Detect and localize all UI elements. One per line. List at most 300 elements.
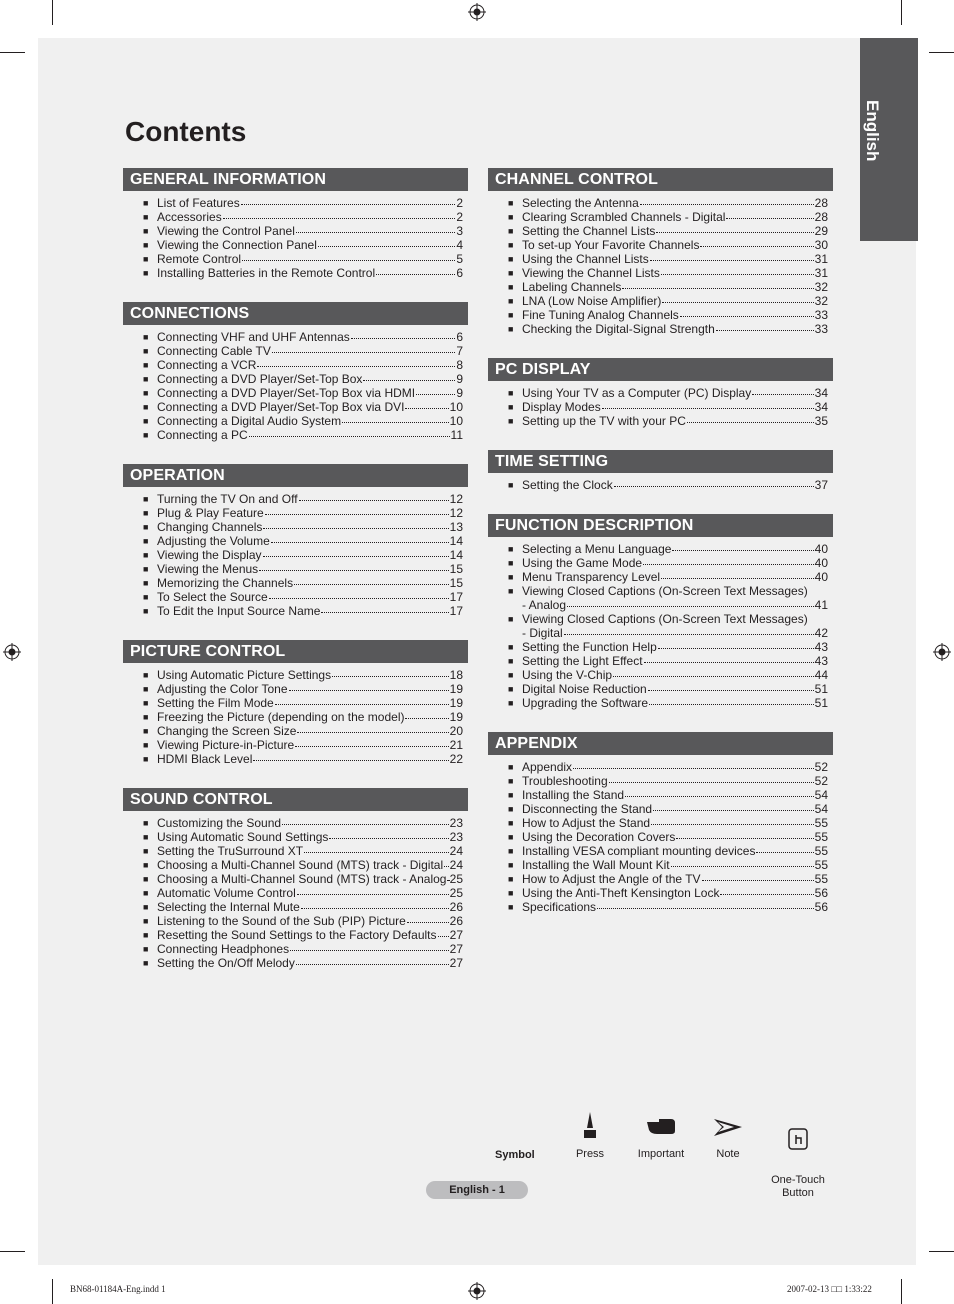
toc-entry-row bbox=[157, 400, 463, 414]
toc-entry-title: ■ Installing the Stand bbox=[522, 788, 625, 802]
toc-entry-row bbox=[157, 928, 463, 942]
dot-leader bbox=[752, 394, 813, 395]
toc-entry[interactable] bbox=[123, 386, 468, 400]
toc-entry-row bbox=[157, 738, 463, 752]
toc-entry-page: 10 bbox=[449, 400, 463, 414]
toc-column-right bbox=[488, 168, 833, 914]
toc-entry[interactable] bbox=[488, 886, 833, 900]
toc-entry-title: ■ Resetting the Sound Settings to the Factory Defaults bbox=[157, 928, 437, 942]
toc-entry-row bbox=[157, 900, 463, 914]
toc-entry-row bbox=[157, 506, 463, 520]
toc-list bbox=[488, 537, 833, 710]
toc-entry-page: 3 bbox=[456, 224, 463, 238]
legend-item-note bbox=[705, 1110, 751, 1161]
toc-entry-page: 28 bbox=[814, 210, 828, 224]
registration-mark-icon bbox=[468, 3, 486, 21]
toc-entry-page: 15 bbox=[449, 562, 463, 576]
toc-entry-title: ■ Viewing Picture-in-Picture bbox=[157, 738, 295, 752]
toc-entry[interactable] bbox=[488, 612, 833, 626]
toc-entry-title: ■ Using the Decoration Covers bbox=[522, 830, 676, 844]
toc-entry-page: 42 bbox=[814, 626, 828, 640]
toc-section bbox=[488, 358, 833, 428]
toc-entry[interactable] bbox=[123, 266, 468, 280]
dot-leader bbox=[756, 852, 813, 853]
toc-entry-title: ■ Using Your TV as a Computer (PC) Display bbox=[522, 386, 752, 400]
toc-entry[interactable] bbox=[488, 668, 833, 682]
toc-entry[interactable] bbox=[123, 414, 468, 428]
toc-entry-row bbox=[157, 604, 463, 618]
dot-leader bbox=[680, 316, 814, 317]
note-arrow-icon bbox=[712, 1110, 744, 1140]
toc-entry-row bbox=[157, 520, 463, 534]
registration-mark-icon bbox=[933, 643, 951, 661]
toc-entry-title: ■ Using the V-Chip bbox=[522, 668, 613, 682]
toc-entry-page: 17 bbox=[449, 604, 463, 618]
toc-entry-page: 28 bbox=[814, 196, 828, 210]
toc-entry[interactable] bbox=[123, 372, 468, 386]
toc-entry[interactable] bbox=[123, 914, 468, 928]
dot-leader bbox=[702, 880, 814, 881]
toc-column-left bbox=[123, 168, 468, 970]
toc-entry[interactable] bbox=[488, 654, 833, 668]
toc-entry-row bbox=[522, 280, 828, 294]
toc-entry[interactable] bbox=[123, 956, 468, 970]
dot-leader bbox=[321, 612, 448, 613]
toc-entry-title: ■ Plug & Play Feature bbox=[157, 506, 264, 520]
toc-entry[interactable] bbox=[488, 830, 833, 844]
toc-entry-row bbox=[157, 696, 463, 710]
toc-entry-row bbox=[522, 760, 828, 774]
toc-entry-row bbox=[522, 252, 828, 266]
toc-entry-page: 51 bbox=[814, 696, 828, 710]
dot-leader bbox=[376, 274, 455, 275]
toc-entry[interactable] bbox=[123, 858, 468, 872]
toc-list bbox=[488, 755, 833, 914]
dot-leader bbox=[272, 352, 455, 353]
toc-entry[interactable] bbox=[123, 604, 468, 618]
toc-entry-title: ■ Display Modes bbox=[522, 400, 601, 414]
toc-entry-row bbox=[522, 802, 828, 816]
toc-entry[interactable] bbox=[488, 322, 833, 336]
toc-entry-title: ■ Checking the Digital-Signal Strength bbox=[522, 322, 715, 336]
dot-leader bbox=[649, 704, 814, 705]
toc-entry-title: ■ Viewing the Menus bbox=[157, 562, 259, 576]
dot-leader bbox=[602, 408, 814, 409]
toc-entry[interactable] bbox=[123, 816, 468, 830]
toc-entry[interactable] bbox=[123, 534, 468, 548]
toc-entry-row bbox=[157, 548, 463, 562]
toc-entry-page: 55 bbox=[814, 858, 828, 872]
dot-leader bbox=[653, 810, 814, 811]
toc-entry-row bbox=[522, 556, 828, 570]
toc-entry[interactable] bbox=[488, 196, 833, 210]
toc-entry[interactable] bbox=[123, 330, 468, 344]
dot-leader bbox=[297, 732, 448, 733]
toc-entry[interactable] bbox=[123, 928, 468, 942]
toc-entry-page: 10 bbox=[449, 414, 463, 428]
toc-entry[interactable] bbox=[488, 238, 833, 252]
toc-entry[interactable] bbox=[123, 844, 468, 858]
dot-leader bbox=[265, 514, 449, 515]
toc-entry-page: 6 bbox=[456, 330, 463, 344]
toc-entry-title: ■ To Select the Source bbox=[157, 590, 268, 604]
toc-entry-row bbox=[157, 724, 463, 738]
dot-leader bbox=[271, 542, 449, 543]
toc-entry-row bbox=[522, 294, 828, 308]
dot-leader bbox=[294, 584, 449, 585]
toc-entry-row bbox=[157, 590, 463, 604]
registration-mark-icon bbox=[468, 1282, 486, 1300]
toc-entry[interactable] bbox=[123, 210, 468, 224]
toc-entry[interactable] bbox=[488, 400, 833, 414]
toc-entry-title: ■ Clearing Scrambled Channels - Digital bbox=[522, 210, 726, 224]
toc-entry-title: ■ Setting the Function Help bbox=[522, 640, 657, 654]
toc-entry-row bbox=[157, 872, 463, 886]
toc-entry-page: 23 bbox=[449, 830, 463, 844]
legend-label: Note bbox=[716, 1148, 740, 1160]
dot-leader bbox=[661, 578, 814, 579]
toc-entry[interactable] bbox=[488, 696, 833, 710]
toc-entry-row bbox=[522, 844, 828, 858]
toc-entry-page: 20 bbox=[449, 724, 463, 738]
toc-entry-title: ■ Setting the On/Off Melody bbox=[157, 956, 295, 970]
toc-entry-title: ■ Changing Channels bbox=[157, 520, 263, 534]
legend-label: Important bbox=[637, 1148, 685, 1160]
footer-timestamp: 2007-02-13 □□ 1:33:22 bbox=[787, 1284, 872, 1294]
toc-entry[interactable] bbox=[488, 386, 833, 400]
toc-entry-page: 55 bbox=[814, 816, 828, 830]
toc-entry-page: 17 bbox=[449, 590, 463, 604]
dot-leader bbox=[263, 528, 448, 529]
dot-leader bbox=[716, 330, 814, 331]
toc-entry[interactable] bbox=[488, 844, 833, 858]
toc-entry[interactable] bbox=[123, 400, 468, 414]
toc-entry-page: 33 bbox=[814, 308, 828, 322]
toc-entry-page: 43 bbox=[814, 654, 828, 668]
toc-entry-title: ■ Specifications bbox=[522, 900, 597, 914]
toc-entry-title: ■ Adjusting the Color Tone bbox=[157, 682, 288, 696]
toc-entry[interactable] bbox=[123, 548, 468, 562]
toc-entry[interactable] bbox=[488, 210, 833, 224]
dot-leader bbox=[609, 782, 814, 783]
toc-entry-title: ■ Setting the Clock bbox=[522, 478, 613, 492]
toc-entry-row bbox=[522, 196, 828, 210]
legend-item-important bbox=[633, 1110, 689, 1161]
toc-entry-title: ■ List of Features bbox=[157, 196, 240, 210]
toc-entry-page: 32 bbox=[814, 280, 828, 294]
crop-mark bbox=[901, 0, 902, 25]
toc-entry-page: 18 bbox=[449, 668, 463, 682]
toc-section bbox=[488, 450, 833, 492]
dot-leader bbox=[640, 204, 814, 205]
dot-leader bbox=[241, 204, 456, 205]
toc-entry[interactable] bbox=[488, 266, 833, 280]
toc-entry-title: ■ Labeling Channels bbox=[522, 280, 622, 294]
toc-entry-title: ■ Setting up the TV with your PC bbox=[522, 414, 686, 428]
toc-entry[interactable] bbox=[488, 252, 833, 266]
toc-entry[interactable] bbox=[488, 774, 833, 788]
toc-section bbox=[488, 732, 833, 914]
important-hand-icon bbox=[645, 1110, 677, 1140]
toc-entry[interactable] bbox=[488, 414, 833, 428]
section-heading: TIME SETTING bbox=[488, 450, 833, 473]
dot-leader bbox=[363, 380, 455, 381]
toc-entry-title: ■ How to Adjust the Angle of the TV bbox=[522, 872, 701, 886]
toc-entry[interactable] bbox=[123, 752, 468, 766]
toc-entry-row bbox=[522, 788, 828, 802]
toc-entry-row bbox=[157, 956, 463, 970]
dot-leader bbox=[407, 922, 449, 923]
toc-entry-page: 54 bbox=[814, 802, 828, 816]
dot-leader bbox=[643, 564, 814, 565]
toc-entry-title: ■ Connecting a Digital Audio System bbox=[157, 414, 342, 428]
section-heading: CHANNEL CONTROL bbox=[488, 168, 833, 191]
toc-entry-row bbox=[522, 626, 828, 640]
toc-entry-page: 19 bbox=[449, 682, 463, 696]
toc-entry[interactable] bbox=[123, 696, 468, 710]
toc-entry[interactable] bbox=[488, 294, 833, 308]
toc-entry-page: 22 bbox=[449, 752, 463, 766]
toc-entry-page: 41 bbox=[814, 598, 828, 612]
dot-leader bbox=[405, 408, 448, 409]
toc-entry[interactable] bbox=[123, 590, 468, 604]
toc-entry[interactable] bbox=[123, 738, 468, 752]
toc-entry-title: ■ Connecting a DVD Player/Set-Top Box via HDMI bbox=[157, 386, 416, 400]
dot-leader bbox=[223, 218, 456, 219]
dot-leader bbox=[275, 704, 449, 705]
dot-leader bbox=[444, 866, 449, 867]
toc-entry-title: ■ Using the Game Mode bbox=[522, 556, 643, 570]
toc-entry[interactable] bbox=[123, 668, 468, 682]
dot-leader bbox=[263, 556, 449, 557]
toc-entry-page: 12 bbox=[449, 506, 463, 520]
toc-entry[interactable] bbox=[123, 830, 468, 844]
toc-entry-title: ■ Using Automatic Picture Settings bbox=[157, 668, 332, 682]
toc-entry-title: ■ Customizing the Sound bbox=[157, 816, 282, 830]
toc-entry-row bbox=[522, 872, 828, 886]
toc-entry-row bbox=[522, 238, 828, 252]
toc-entry[interactable] bbox=[123, 682, 468, 696]
toc-entry-page: 55 bbox=[814, 844, 828, 858]
toc-entry-page: 21 bbox=[449, 738, 463, 752]
toc-entry[interactable] bbox=[123, 576, 468, 590]
toc-entry-row bbox=[522, 900, 828, 914]
toc-entry-page: 34 bbox=[814, 386, 828, 400]
toc-list bbox=[123, 191, 468, 280]
toc-entry[interactable] bbox=[488, 556, 833, 570]
toc-entry-title: ■ Appendix bbox=[522, 760, 573, 774]
toc-entry-continuation[interactable] bbox=[488, 598, 833, 612]
toc-entry[interactable] bbox=[123, 562, 468, 576]
toc-entry-row bbox=[157, 252, 463, 266]
toc-entry-continuation[interactable] bbox=[488, 626, 833, 640]
page-number-badge: English - 1 bbox=[426, 1181, 528, 1199]
toc-entry-row bbox=[157, 330, 463, 344]
toc-entry[interactable] bbox=[488, 640, 833, 654]
toc-entry[interactable] bbox=[488, 872, 833, 886]
toc-entry[interactable] bbox=[488, 224, 833, 238]
section-heading: PICTURE CONTROL bbox=[123, 640, 468, 663]
toc-entry[interactable] bbox=[488, 308, 833, 322]
toc-entry-title: ■ Connecting Cable TV bbox=[157, 344, 271, 358]
toc-entry-page: 8 bbox=[456, 358, 463, 372]
toc-entry-row bbox=[157, 492, 463, 506]
toc-entry-title: ■ Choosing a Multi-Channel Sound (MTS) track - Digital bbox=[157, 858, 444, 872]
dot-leader bbox=[614, 486, 814, 487]
toc-entry-row bbox=[522, 400, 828, 414]
toc-entry-title: ■ Setting the TruSurround XT bbox=[157, 844, 304, 858]
toc-entry[interactable] bbox=[123, 196, 468, 210]
toc-entry[interactable] bbox=[488, 280, 833, 294]
toc-entry-row bbox=[157, 196, 463, 210]
dot-leader bbox=[304, 852, 449, 853]
toc-entry-row bbox=[157, 914, 463, 928]
toc-list bbox=[488, 381, 833, 428]
toc-entry-page: 27 bbox=[449, 942, 463, 956]
toc-entry-page: 27 bbox=[449, 928, 463, 942]
toc-entry-row bbox=[522, 224, 828, 238]
toc-entry-title: ■ Troubleshooting bbox=[522, 774, 608, 788]
toc-entry-page: 44 bbox=[814, 668, 828, 682]
toc-entry-page: 56 bbox=[814, 900, 828, 914]
toc-entry[interactable] bbox=[488, 682, 833, 696]
toc-entry[interactable] bbox=[488, 584, 833, 598]
toc-entry-title: ■ Using the Anti-Theft Kensington Lock bbox=[522, 886, 720, 900]
toc-entry[interactable] bbox=[123, 872, 468, 886]
dot-leader bbox=[405, 718, 448, 719]
toc-entry[interactable] bbox=[488, 802, 833, 816]
language-tab-label: English bbox=[863, 100, 882, 162]
toc-entry-row bbox=[157, 372, 463, 386]
toc-entry-title: ■ Turning the TV On and Off bbox=[157, 492, 298, 506]
toc-entry-page: 56 bbox=[814, 886, 828, 900]
toc-entry-row bbox=[522, 414, 828, 428]
toc-entry-title: ■ Connecting a VCR bbox=[157, 358, 257, 372]
toc-entry-title: ■ To set-up Your Favorite Channels bbox=[522, 238, 700, 252]
toc-entry[interactable] bbox=[488, 788, 833, 802]
toc-entry-row bbox=[522, 886, 828, 900]
toc-entry[interactable] bbox=[123, 224, 468, 238]
toc-entry[interactable] bbox=[488, 858, 833, 872]
dot-leader bbox=[625, 796, 814, 797]
toc-entry-row bbox=[157, 414, 463, 428]
toc-entry[interactable] bbox=[123, 428, 468, 442]
dot-leader bbox=[573, 768, 814, 769]
toc-entry-title: ■ Accessories bbox=[157, 210, 222, 224]
toc-entry[interactable] bbox=[488, 570, 833, 584]
crop-mark bbox=[52, 0, 53, 25]
dot-leader bbox=[416, 394, 455, 395]
toc-entry-page: 40 bbox=[814, 570, 828, 584]
toc-entry-row bbox=[522, 322, 828, 336]
dot-leader bbox=[289, 690, 449, 691]
toc-entry-row bbox=[157, 210, 463, 224]
toc-entry[interactable] bbox=[123, 344, 468, 358]
toc-entry-page: 31 bbox=[814, 266, 828, 280]
toc-entry-title: ■ Viewing the Control Panel bbox=[157, 224, 295, 238]
toc-entry-page: 30 bbox=[814, 238, 828, 252]
toc-entry[interactable] bbox=[123, 238, 468, 252]
toc-entry[interactable] bbox=[123, 492, 468, 506]
toc-entry[interactable] bbox=[123, 724, 468, 738]
dot-leader bbox=[613, 676, 814, 677]
toc-entry-page: 11 bbox=[450, 428, 463, 442]
toc-entry-title: ■ Setting the Channel Lists bbox=[522, 224, 656, 238]
toc-entry[interactable] bbox=[123, 886, 468, 900]
toc-entry-page: 6 bbox=[456, 266, 463, 280]
toc-entry[interactable] bbox=[123, 942, 468, 956]
dot-leader bbox=[257, 366, 455, 367]
toc-entry[interactable] bbox=[123, 520, 468, 534]
dot-leader bbox=[282, 824, 449, 825]
toc-entry-row bbox=[157, 710, 463, 724]
toc-entry[interactable] bbox=[488, 816, 833, 830]
toc-entry-page: 24 bbox=[449, 844, 463, 858]
one-touch-button-icon bbox=[787, 1123, 809, 1153]
dot-leader bbox=[259, 570, 448, 571]
toc-entry-row bbox=[522, 858, 828, 872]
toc-entry[interactable] bbox=[123, 900, 468, 914]
toc-entry-page: 14 bbox=[449, 548, 463, 562]
toc-entry[interactable] bbox=[123, 506, 468, 520]
toc-list bbox=[123, 663, 468, 766]
toc-entry-row bbox=[522, 598, 828, 612]
toc-entry[interactable] bbox=[123, 358, 468, 372]
dot-leader bbox=[242, 260, 455, 261]
dot-leader bbox=[253, 760, 448, 761]
toc-entry-title: ■ Upgrading the Software bbox=[522, 696, 649, 710]
dot-leader bbox=[332, 676, 449, 677]
dot-leader bbox=[687, 422, 814, 423]
toc-entry[interactable] bbox=[488, 760, 833, 774]
toc-entry[interactable] bbox=[123, 710, 468, 724]
crop-mark bbox=[929, 1251, 954, 1252]
dot-leader bbox=[567, 606, 814, 607]
toc-entry[interactable] bbox=[488, 542, 833, 556]
toc-entry-row bbox=[522, 654, 828, 668]
crop-mark bbox=[0, 1251, 25, 1252]
dot-leader bbox=[676, 838, 813, 839]
crop-mark bbox=[901, 1279, 902, 1304]
toc-entry-title: ■ Installing VESA compliant mounting devices bbox=[522, 844, 756, 858]
toc-entry-title: ■ Connecting a DVD Player/Set-Top Box via DVI bbox=[157, 400, 405, 414]
toc-entry[interactable] bbox=[123, 252, 468, 266]
toc-entry-row bbox=[522, 570, 828, 584]
toc-section bbox=[123, 168, 468, 280]
dot-leader bbox=[269, 598, 449, 599]
toc-entry-page: 52 bbox=[814, 760, 828, 774]
toc-entry-row bbox=[157, 830, 463, 844]
toc-entry-page: 25 bbox=[449, 886, 463, 900]
toc-entry[interactable] bbox=[488, 478, 833, 492]
dot-leader bbox=[700, 246, 813, 247]
dot-leader bbox=[648, 690, 814, 691]
toc-entry-page: 32 bbox=[814, 294, 828, 308]
toc-entry-page: 33 bbox=[814, 322, 828, 336]
toc-section bbox=[123, 464, 468, 618]
toc-entry[interactable] bbox=[488, 900, 833, 914]
legend-label: One-Touch Button bbox=[771, 1174, 825, 1199]
dot-leader bbox=[290, 950, 449, 951]
toc-list bbox=[123, 811, 468, 970]
toc-entry-page: 2 bbox=[456, 196, 463, 210]
toc-entry-page: 14 bbox=[449, 534, 463, 548]
toc-entry-page: 4 bbox=[456, 238, 463, 252]
crop-mark bbox=[929, 52, 954, 53]
dot-leader bbox=[249, 436, 450, 437]
toc-entry-row bbox=[522, 308, 828, 322]
dot-leader bbox=[661, 274, 814, 275]
